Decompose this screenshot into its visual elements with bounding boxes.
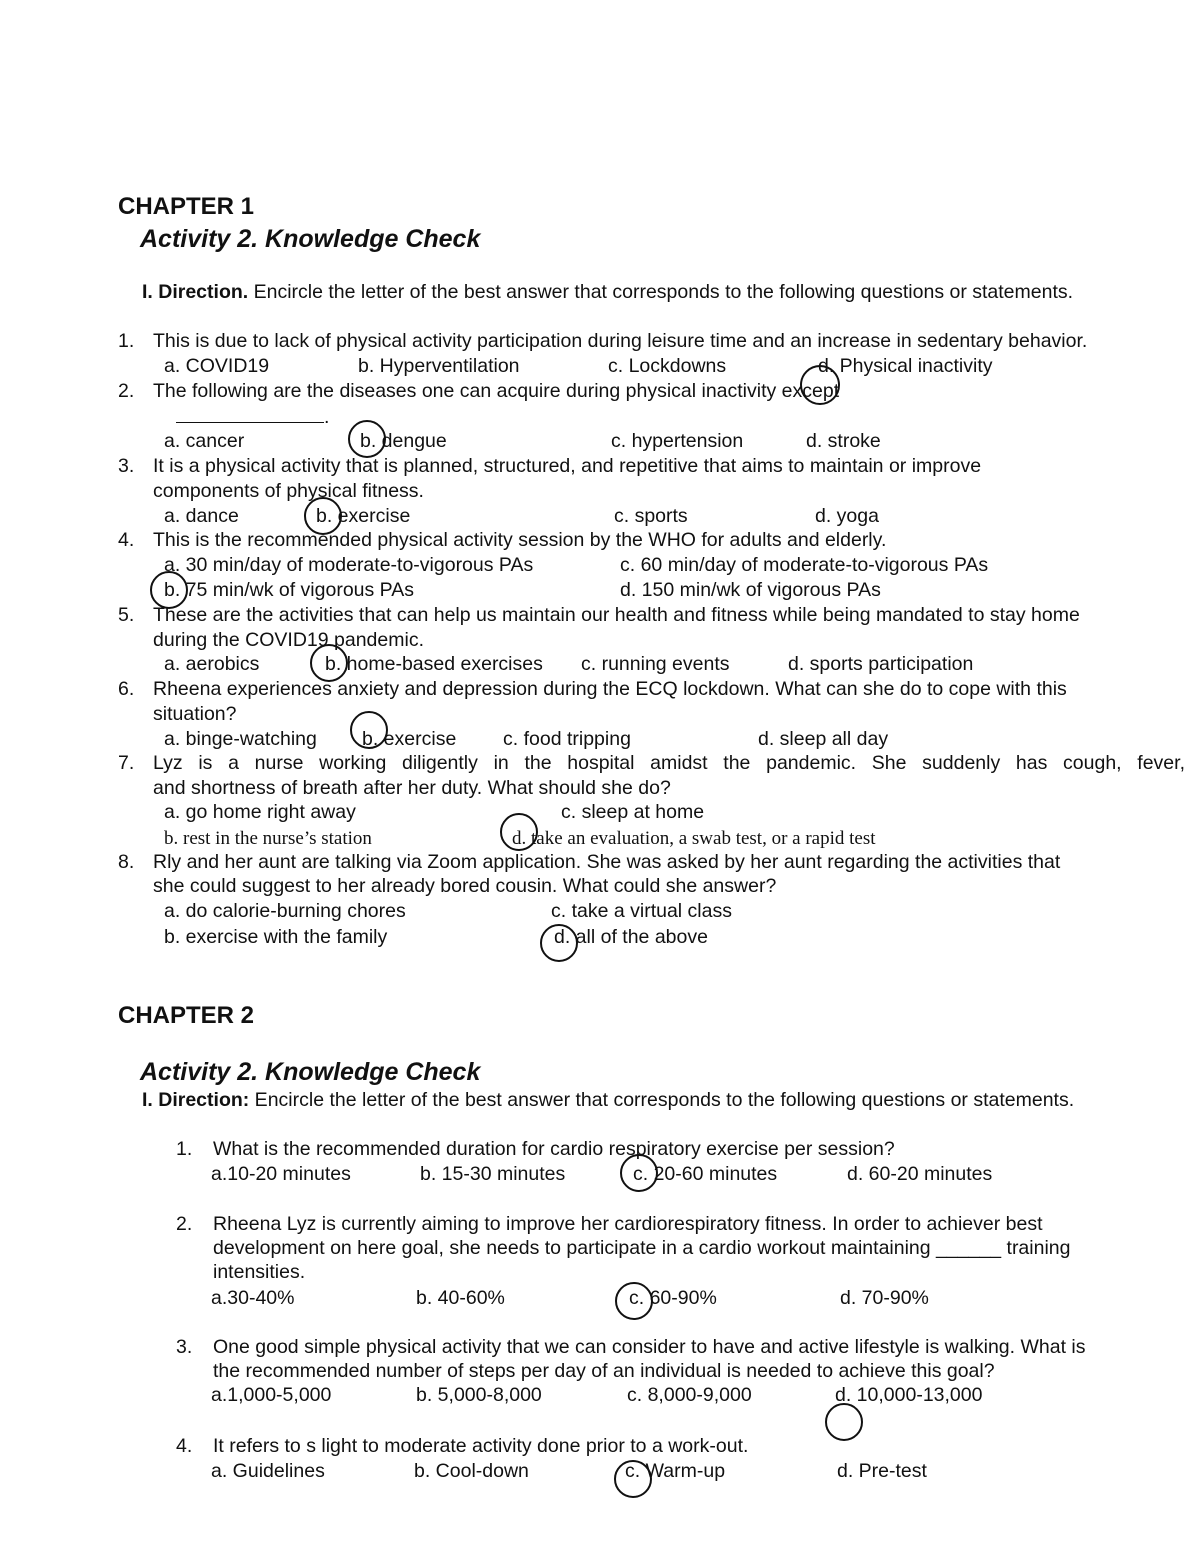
option-a: a. binge-watching [164,728,317,750]
option-a: a. dance [164,505,239,527]
option-b: b. 15-30 minutes [420,1163,566,1185]
answer-circle [150,571,188,609]
option-c: c. 8,000-9,000 [627,1384,752,1406]
option-c: c. running events [581,653,730,675]
answer-circle [800,365,840,405]
question-number: 6. [118,678,135,700]
question-text: It refers to s light to moderate activity done prior to a work-out. [213,1435,749,1457]
blank-line [176,404,324,423]
option-c: c. Warm-up [625,1460,726,1482]
option-d: d. stroke [806,430,881,452]
option-c: c. sleep at home [561,801,705,823]
option-b: b. 40-60% [416,1287,505,1309]
answer-circle [825,1403,863,1441]
question-text: It is a physical activity that is planned, structured, and repetitive that aims to maintain or improve [153,455,982,477]
chapter-1-title: CHAPTER 1 [118,193,255,220]
option-c: c. 20-60 minutes [633,1163,778,1185]
question-text: The following are the diseases one can acquire during physical inactivity except [153,380,840,402]
option-d: d. all of the above [554,926,708,948]
direction-label: I. Direction: [142,1089,250,1111]
question-text: What is the recommended duration for cardio respiratory exercise per session? [213,1138,895,1160]
option-a: a.30-40% [211,1287,295,1309]
blank-period: . [324,406,330,428]
option-b: b. 75 min/wk of vigorous PAs [164,579,414,601]
question-number: 7. [118,752,135,774]
answer-circle [348,420,386,458]
option-c: c. Lockdowns [608,355,727,377]
chapter-2-direction [142,1088,1074,1112]
option-a: a. aerobics [164,653,260,675]
option-a: a.1,000-5,000 [211,1384,332,1406]
option-c: c. sports [614,505,688,527]
option-b: b. rest in the nurse’s station [164,828,372,849]
option-a: a. COVID19 [164,355,270,377]
chapter-2-title: CHAPTER 2 [118,1002,255,1029]
option-c: c. 60-90% [629,1287,717,1309]
direction-label: I. Direction. [142,281,249,303]
option-d: d. Physical inactivity [818,355,993,377]
option-d: d. sports participation [788,653,974,675]
option-b: b. exercise [362,728,457,750]
chapter-1-direction [142,280,1073,304]
question-text: One good simple physical activity that we can consider to have and active lifestyle is walking. What is [213,1336,1086,1358]
option-d: d. 10,000-13,000 [835,1384,983,1406]
option-b: b. Cool-down [414,1460,529,1482]
answer-circle [540,924,578,962]
question-number: 1. [176,1138,193,1160]
question-text: she could suggest to her already bored cousin. What could she answer? [153,875,777,897]
question-text: Rheena Lyz is currently aiming to improve her cardiorespiratory fitness. In order to achiever best [213,1213,1043,1235]
option-d: d. 60-20 minutes [847,1163,993,1185]
option-b: b. 5,000-8,000 [416,1384,542,1406]
question-text: the recommended number of steps per day of an individual is needed to achieve this goal? [213,1360,995,1382]
answer-circle [615,1282,653,1320]
question-number: 5. [118,604,135,626]
option-b: b. exercise [316,505,411,527]
question-number: 3. [176,1336,193,1358]
answer-blank [176,404,329,429]
option-c: c. food tripping [503,728,631,750]
option-b: b. exercise with the family [164,926,388,948]
question-number: 2. [176,1213,193,1235]
question-text: intensities. [213,1261,306,1283]
question-text: and shortness of breath after her duty. What should she do? [153,777,671,799]
option-d: d. take an evaluation, a swab test, or a rapid test [512,828,876,849]
question-text: These are the activities that can help us maintain our health and fitness while being mandated to stay home [153,604,1080,626]
option-d: d. 150 min/wk of vigorous PAs [620,579,881,601]
question-text: components of physical fitness. [153,480,424,502]
question-number: 4. [118,529,135,551]
option-a: a.10-20 minutes [211,1163,351,1185]
option-c: c. hypertension [611,430,744,452]
option-a: a. cancer [164,430,245,452]
direction-text: Encircle the letter of the best answer that corresponds to the following questions or statements. [248,281,1074,303]
question-number: 4. [176,1435,193,1457]
option-b: b. dengue [360,430,447,452]
question-text: situation? [153,703,237,725]
direction-text: Encircle the letter of the best answer that corresponds to the following questions or statements. [249,1089,1075,1111]
question-number: 2. [118,380,135,402]
question-text: This is the recommended physical activity session by the WHO for adults and elderly. [153,529,887,551]
question-text: Rly and her aunt are talking via Zoom application. She was asked by her aunt regarding the activities that [153,851,1061,873]
question-number: 1. [118,330,135,352]
question-text: development on here goal, she needs to participate in a cardio workout maintaining ______ training [213,1237,1071,1259]
chapter-1-activity-title: Activity 2. Knowledge Check [140,225,481,253]
answer-circle [614,1460,652,1498]
option-c: c. 60 min/day of moderate-to-vigorous PAs [620,554,989,576]
option-a: a. Guidelines [211,1460,325,1482]
option-d: d. 70-90% [840,1287,929,1309]
option-d: d. sleep all day [758,728,889,750]
option-b: b. Hyperventilation [358,355,520,377]
question-text: This is due to lack of physical activity participation during leisure time and an increase in sedentary behavior. [153,330,1088,352]
question-number: 3. [118,455,135,477]
answer-circle [310,644,348,682]
option-a: a. do calorie-burning chores [164,900,406,922]
option-a: a. go home right away [164,801,356,823]
option-d: d. yoga [815,505,879,527]
question-number: 8. [118,851,135,873]
answer-circle [304,497,342,535]
answer-circle [350,711,388,749]
answer-circle [620,1154,658,1192]
option-b: b. home-based exercises [325,653,543,675]
answer-circle [500,813,538,851]
question-text: Rheena experiences anxiety and depression during the ECQ lockdown. What can she do to cope with this [153,678,1067,700]
chapter-2-activity-title: Activity 2. Knowledge Check [140,1058,481,1086]
option-d: d. Pre-test [837,1460,927,1482]
option-a: a. 30 min/day of moderate-to-vigorous PAs [164,554,534,576]
option-c: c. take a virtual class [551,900,732,922]
question-text: during the COVID19 pandemic. [153,629,424,651]
question-text: Lyz is a nurse working diligently in the hospital amidst the pandemic. She suddenly has cough, fever, [153,752,1185,774]
